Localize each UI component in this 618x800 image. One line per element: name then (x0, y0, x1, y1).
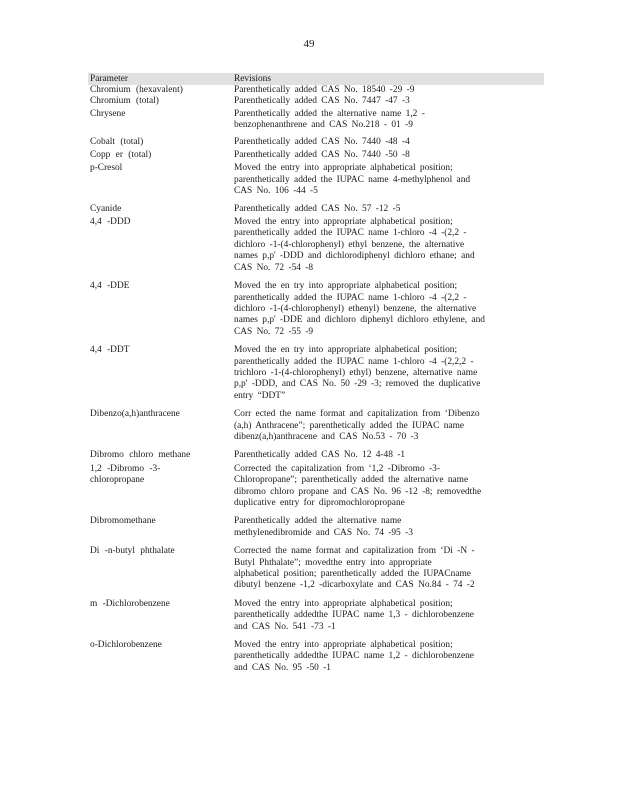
parameter-cell: 4,4 -DDT (90, 345, 130, 356)
table-row (88, 150, 544, 161)
revision-cell: Parenthetically added CAS No. 12 4-48 -1 (234, 450, 406, 461)
revision-cell: Moved the entry into appropriate alphabetical position; parenthetically addedthe IUPAC name 1,3 - dichlorobenzene and CAS No. 541 -73 -1 (234, 598, 474, 632)
revision-cell: Parenthetically added CAS No. 7440 -48 -4 (234, 136, 410, 147)
revision-cell: Corr ected the name format and capitalization from ‘Dibenzo (a,h) Anthracene”; parenthetically added the IUPAC name dibenz(a,h)anthracene and CAS No.53 - 70 -3 (234, 409, 480, 442)
parameter-cell: o-Dichlorobenzene (90, 640, 162, 651)
revision-cell: Parenthetically added CAS No. 7440 -50 -8 (234, 150, 410, 161)
page-number: 49 (303, 38, 315, 50)
revision-cell: Moved the en try into appropriate alphabetical position; parenthetically added the IUPAC name 1-chloro -4 -(2,2 - dichloro -1-(4-chlorophenyl) ethenyl) benzene, the alternative names p,p' -DDE and dichloro diphenyl dichloro ethylene, and CAS No. 72 -55 -9 (234, 281, 485, 337)
table-row (88, 109, 544, 132)
parameter-cell: Di -n-butyl phthalate (90, 546, 175, 557)
table-row (88, 546, 544, 592)
revision-cell: Moved the entry into appropriate alphabetical position; parenthetically added the IUPAC name 1-chloro -4 -(2,2 - dichloro -1-(4-chlorophenyl) ethyl benzene, the alternative names p,p' -DDD and dichlorodiphenyl dichloro ethane; and CAS No. 72 -54 -8 (234, 217, 475, 273)
header-revisions: Revisions (234, 74, 271, 84)
table-row (88, 409, 544, 443)
parameter-cell: 1,2 -Dibromo -3- chloropropane (90, 463, 161, 486)
table-row (88, 204, 544, 215)
table-row (88, 345, 544, 402)
parameter-cell: 4,4 -DDE (90, 281, 130, 292)
parameter-cell: Chromium (total) (90, 96, 159, 107)
revision-cell: Moved the en try into appropriate alphabetical position; parenthetically added the IUPAC name 1-chloro -4 -(2,2,2 - trichloro -1-(4-chlorophenyl) ethyl) benzene, alternative name p,p' -DDD, and CAS No. 50 -29 -3; removed the duplicative entry “DDT” (234, 345, 481, 401)
table-row (88, 137, 544, 148)
table-row (88, 450, 544, 461)
table-row (88, 85, 544, 96)
parameter-cell: m -Dichlorobenzene (90, 598, 170, 609)
parameter-cell: Cobalt (total) (90, 136, 144, 147)
parameter-cell: Chromium (hexavalent) (90, 85, 183, 95)
parameter-cell: Dibromomethane (90, 516, 156, 527)
revision-cell: Parenthetically added CAS No. 57 -12 -5 (234, 203, 401, 214)
table-row (88, 640, 544, 674)
parameter-cell: Copp er (total) (90, 150, 152, 161)
revision-cell: Moved the entry into appropriate alphabetical position; parenthetically addedthe IUPAC name 1,2 - dichlorobenzene and CAS No. 95 -50 -1 (234, 640, 474, 673)
parameter-cell: Dibenzo(a,h)anthracene (90, 409, 180, 420)
parameter-cell: 4,4 -DDD (90, 217, 131, 228)
table-row (88, 96, 544, 107)
parameter-cell: Chrysene (90, 108, 126, 119)
table-row (88, 217, 544, 274)
revision-cell: Moved the entry into appropriate alphabetical position; parenthetically added the IUPAC name 4-methylphenol and CAS No. 106 -44 -5 (234, 163, 471, 197)
table-row (88, 599, 544, 633)
revision-cell: Corrected the name format and capitalization from ‘Di -N - Butyl Phthalate”; movedthe entry into appropriate alphabetical position; parenthetically added the IUPACname dibutyl benzene -1,2 -dicarboxylate and CAS No.84 - 74 -2 (234, 546, 475, 591)
header-parameter: Parameter (90, 74, 128, 84)
parameter-cell: Dibromo chloro methane (90, 450, 191, 461)
revision-cell: Parenthetically added CAS No. 18540 -29 -9 (234, 85, 415, 95)
table-header (88, 73, 544, 85)
parameter-cell: Cyanide (90, 203, 122, 214)
table-row (88, 281, 544, 338)
revision-cell: Parenthetically added CAS No. 7447 -47 -3 (234, 96, 410, 107)
table-row (88, 464, 544, 510)
revisions-table (88, 73, 544, 674)
revision-cell: Corrected the capitalization from ‘1,2 -Dibromo -3- Chloropropane”; parenthetically added the alternative name dibromo chloro propane and CAS No. 96 -12 -8; removedthe duplicative entry for dipromochloropropane (234, 463, 482, 508)
table-row (88, 163, 544, 197)
parameter-cell: p-Cresol (90, 163, 123, 174)
table-row (88, 516, 544, 539)
revision-cell: Parenthetically added the alternative name methylenedibromide and CAS No. 74 -95 -3 (234, 516, 413, 538)
revision-cell: Parenthetically added the alternative name 1,2 - benzophenanthrene and CAS No.218 - 01 -9 (234, 108, 425, 131)
